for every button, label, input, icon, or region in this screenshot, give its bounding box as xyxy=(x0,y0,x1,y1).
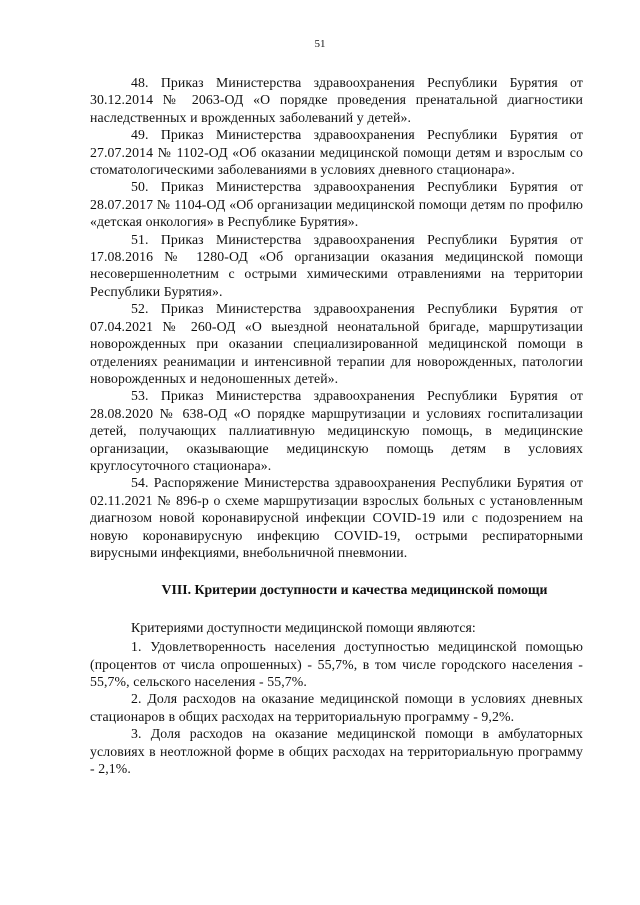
list-item-52: 52. Приказ Министерства здравоохранения Республики Бурятия от 07.04.2021 № 260-ОД «О выездной неонатальной бригаде, маршрутизации новорожденных при оказании специализированной медицинской помощи в отделениях реанимации и интенсивной терапии для новорожденных, патологии новорожденных и недоношенных детей». xyxy=(90,301,583,386)
criteria-intro: Критериями доступности медицинской помощи являются: xyxy=(131,619,476,635)
page-number: 51 xyxy=(314,38,326,50)
criterion-1: 1. Удовлетворенность населения доступностью медицинской помощью (процентов от числа опрошенных) - 55,7%, в том числе городского населения - 55,7%, сельского населения - 55,7%. xyxy=(90,639,583,689)
criterion-2: 2. Доля расходов на оказание медицинской помощи в условиях дневных стационаров в общих расходах на территориальную программу - 9,2%. xyxy=(90,691,583,724)
list-item-54: 54. Распоряжение Министерства здравоохранения Республики Бурятия от 02.11.2021 № 896-р о схеме маршрутизации взрослых больных с установленным диагнозом новой коронавирусной инфекции COVID-19 или с подозрением на новую коронавирусную инфекцию COVID-19, острыми респираторными вирусными инфекциями, внебольничной пневмонии. xyxy=(90,475,583,560)
list-item-50: 50. Приказ Министерства здравоохранения Республики Бурятия от 28.07.2017 № 1104-ОД «Об организации медицинской помощи детям по профилю «детская онкология» в Республике Бурятия». xyxy=(90,179,583,230)
list-item-48: 48. Приказ Министерства здравоохранения Республики Бурятия от 30.12.2014 № 2063-ОД «О порядке проведения пренатальной диагностики наследственных и врожденных заболеваний у детей». xyxy=(90,75,583,125)
criterion-3: 3. Доля расходов на оказание медицинской помощи в амбулаторных условиях в неотложной форме в общих расходах на территориальную программу - 2,1%. xyxy=(90,726,583,777)
section-heading: VIII. Критерии доступности и качества медицинской помощи xyxy=(161,582,548,598)
list-item-51: 51. Приказ Министерства здравоохранения Республики Бурятия от 17.08.2016 № 1280-ОД «Об организации оказания медицинской помощи несовершеннолетним с острыми химическими отравлениями на территории Республики Бурятия». xyxy=(90,231,583,299)
list-item-53: 53. Приказ Министерства здравоохранения Республики Бурятия от 28.08.2020 № 638-ОД «О порядке маршрутизации и условиях госпитализации детей, получающих паллиативную медицинскую помощь, в медицинские организации, оказывающие медицинскую помощь детям в условиях круглосуточного стационара». xyxy=(90,388,583,473)
list-item-49: 49. Приказ Министерства здравоохранения Республики Бурятия от 27.07.2014 № 1102-ОД «Об оказании медицинской помощи детям и взрослым со стоматологическими заболеваниями в условиях дневного стационара». xyxy=(90,127,583,178)
document-body xyxy=(90,74,583,777)
